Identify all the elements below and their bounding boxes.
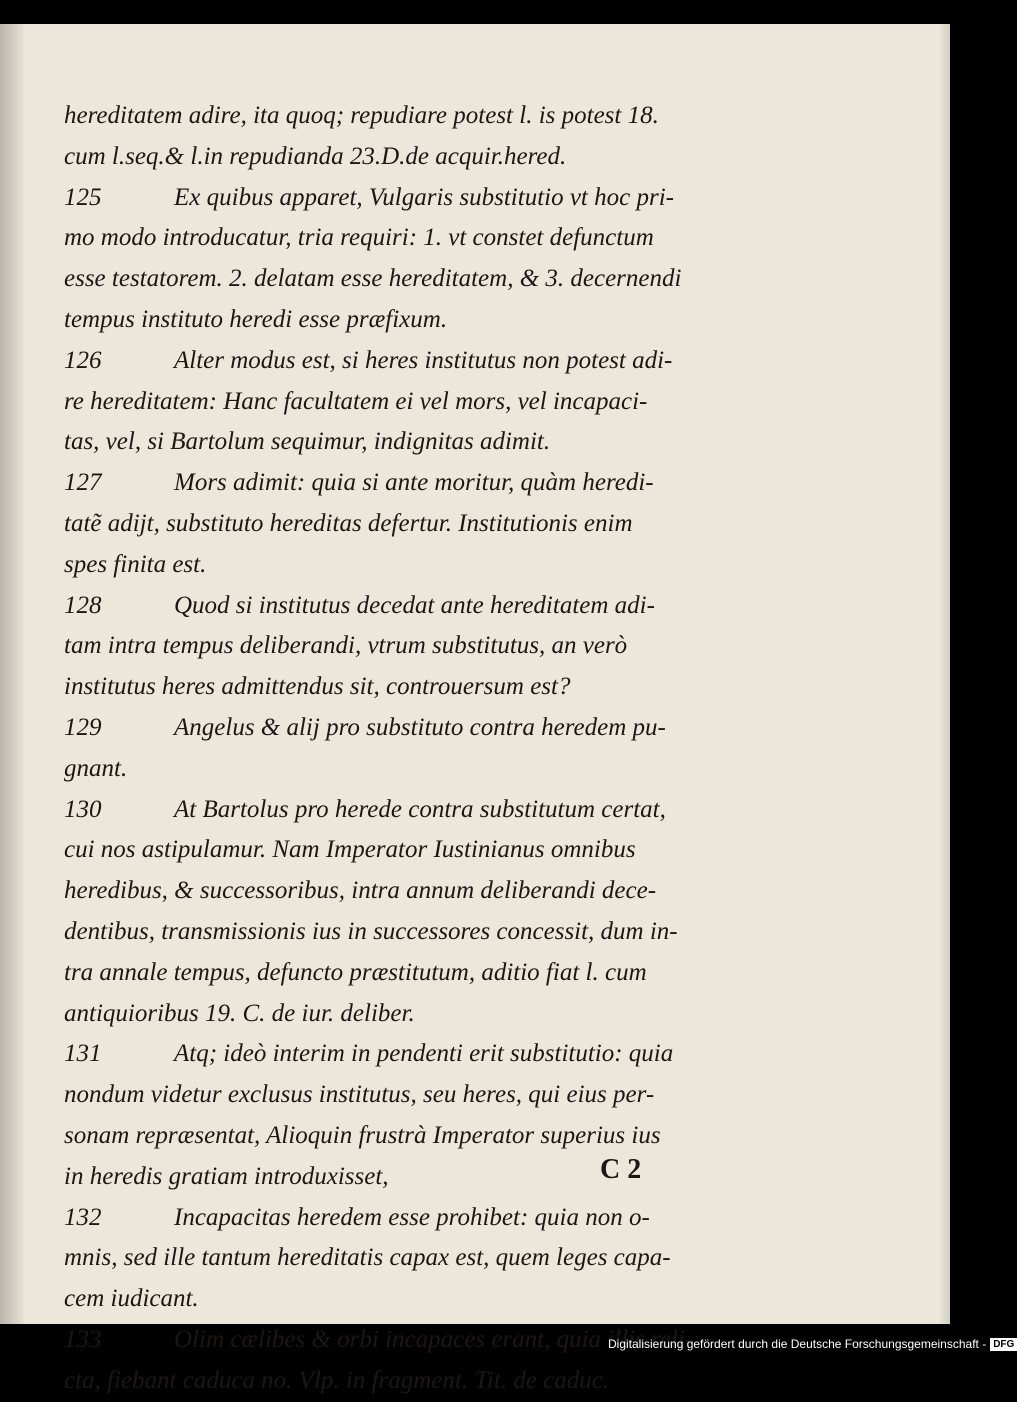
text-line bbox=[64, 504, 724, 545]
line-text: cta, fiebant caduca no. Vlp. in fragment. Tit. de caduc. bbox=[64, 1366, 610, 1394]
line-text: tempus instituto heredi esse præfixum. bbox=[64, 305, 448, 333]
line-text: sonam repræsentat, Alioquin frustrà Imperator superius ius bbox=[64, 1121, 661, 1149]
text-line bbox=[64, 667, 724, 708]
text-line bbox=[64, 912, 724, 953]
text-line bbox=[64, 1279, 724, 1320]
text-line bbox=[64, 300, 724, 341]
paragraph-number: 131 bbox=[64, 1040, 102, 1068]
paragraph-number: 127 bbox=[64, 469, 102, 497]
paragraph-number: 129 bbox=[64, 713, 102, 741]
line-text: Ex quibus apparet, Vulgaris substitutio vt hoc pri- bbox=[174, 183, 674, 211]
paragraph-number: 125 bbox=[64, 183, 102, 211]
text-line bbox=[64, 1075, 724, 1116]
text-line bbox=[64, 341, 724, 382]
line-text: At Bartolus pro herede contra substitutum certat, bbox=[174, 795, 666, 823]
text-line bbox=[64, 994, 724, 1035]
text-line bbox=[64, 382, 724, 423]
line-text: nondum videtur exclusus institutus, seu heres, qui eius per- bbox=[64, 1081, 655, 1109]
line-text: tas, vel, si Bartolum sequimur, indignitas adimit. bbox=[64, 428, 551, 456]
text-line bbox=[64, 1198, 724, 1239]
text-line bbox=[64, 871, 724, 912]
text-line bbox=[64, 830, 724, 871]
line-text: re hereditatem: Hanc facultatem ei vel mors, vel incapaci- bbox=[64, 387, 648, 415]
line-text: esse testatorem. 2. delatam esse hereditatem, & 3. decernendi bbox=[64, 265, 682, 293]
text-line bbox=[64, 1116, 724, 1157]
line-text: Olim cælibes & orbi incapaces erant, quia illis reli- bbox=[174, 1325, 694, 1353]
text-line bbox=[64, 708, 724, 749]
paragraph-number: 130 bbox=[64, 795, 102, 823]
text-line bbox=[64, 1238, 724, 1279]
text-line bbox=[64, 626, 724, 667]
line-text: in heredis gratiam introduxisset, bbox=[64, 1162, 389, 1190]
line-text: tatẽ adijt, substituto hereditas defertur. Institutionis enim bbox=[64, 509, 633, 537]
line-text: cum l.seq.& l.in repudianda 23.D.de acquir.hered. bbox=[64, 142, 567, 170]
text-line bbox=[64, 463, 724, 504]
line-text: tam intra tempus deliberandi, vtrum substitutus, an verò bbox=[64, 632, 628, 660]
paragraph-number: 128 bbox=[64, 591, 102, 619]
line-text: spes finita est. bbox=[64, 550, 207, 578]
line-text: cui nos astipulamur. Nam Imperator Iustinianus omnibus bbox=[64, 836, 636, 864]
signature-mark: C 2 bbox=[600, 1154, 642, 1185]
text-line bbox=[64, 1034, 724, 1075]
text-line bbox=[64, 178, 724, 219]
line-text: Quod si institutus decedat ante hereditatem adi- bbox=[174, 591, 655, 619]
line-text: heredibus, & successoribus, intra annum deliberandi dece- bbox=[64, 877, 657, 905]
paragraph-number: 132 bbox=[64, 1203, 102, 1231]
text-line bbox=[64, 1361, 724, 1402]
line-text: dentibus, transmissionis ius in successores concessit, dum in- bbox=[64, 917, 678, 945]
line-text: mnis, sed ille tantum hereditatis capax est, quem leges capa- bbox=[64, 1244, 671, 1272]
line-text: Incapacitas heredem esse prohibet: quia non o- bbox=[174, 1203, 650, 1231]
text-line bbox=[64, 545, 724, 586]
paragraph-number: 133 bbox=[64, 1325, 102, 1353]
text-line bbox=[64, 422, 724, 463]
line-text: mo modo introducatur, tria requiri: 1. vt constet defunctum bbox=[64, 224, 654, 252]
text-line bbox=[64, 96, 724, 137]
page-text bbox=[64, 96, 724, 1402]
line-text: Angelus & alij pro substituto contra heredem pu- bbox=[174, 713, 666, 741]
line-text: institutus heres admittendus sit, controuersum est? bbox=[64, 673, 571, 701]
text-line bbox=[64, 259, 724, 300]
line-text: Atq; ideò interim in pendenti erit substitutio: quia bbox=[174, 1040, 674, 1068]
text-line bbox=[64, 953, 724, 994]
text-line bbox=[64, 586, 724, 627]
footer-text: Digitalisierung gefördert durch die Deutsche Forschungsgemeinschaft - bbox=[608, 1337, 987, 1351]
dfg-logo: DFG bbox=[990, 1338, 1017, 1351]
line-text: cem iudicant. bbox=[64, 1285, 199, 1313]
line-text: Mors adimit: quia si ante moritur, quàm heredi- bbox=[174, 469, 654, 497]
text-line bbox=[64, 218, 724, 259]
line-text: gnant. bbox=[64, 754, 128, 782]
line-text: hereditatem adire, ita quoq; repudiare potest l. is potest 18. bbox=[64, 102, 659, 129]
paragraph-number: 126 bbox=[64, 346, 102, 374]
text-line bbox=[64, 749, 724, 790]
text-line bbox=[64, 137, 724, 178]
line-text: tra annale tempus, defuncto præstitutum, aditio fiat l. cum bbox=[64, 958, 647, 986]
line-text: Alter modus est, si heres institutus non potest adi- bbox=[174, 346, 673, 374]
footer-credit bbox=[608, 1337, 1017, 1351]
line-text: antiquioribus 19. C. de iur. deliber. bbox=[64, 999, 415, 1027]
text-line bbox=[64, 790, 724, 831]
